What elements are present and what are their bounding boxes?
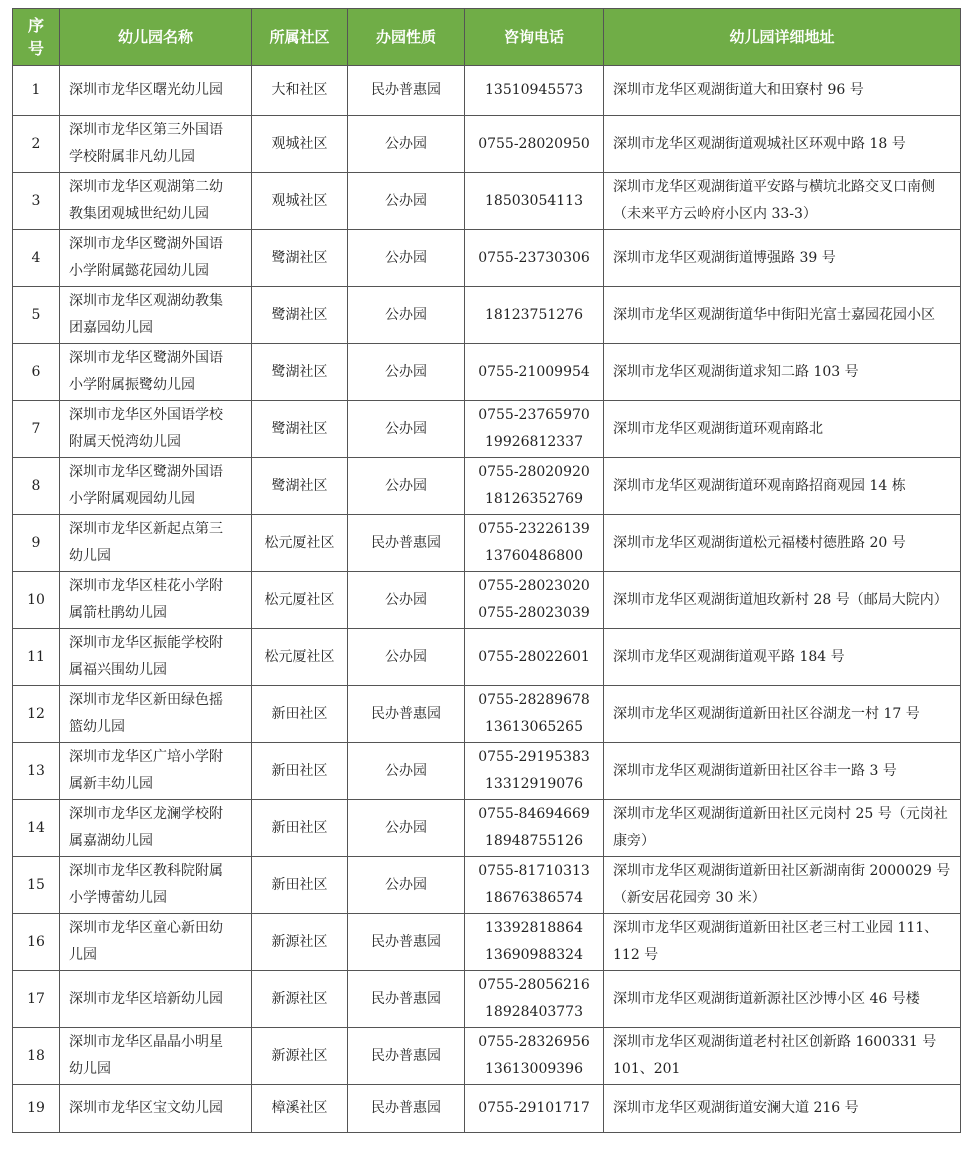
cell-phone-line: 0755-29101717 bbox=[478, 1100, 590, 1116]
cell-address-line: 深圳市龙华区观湖街道博强路 39 号 bbox=[613, 249, 836, 266]
header-serial-number bbox=[13, 9, 60, 66]
cell-kindergarten-name bbox=[60, 515, 252, 572]
cell-phone bbox=[465, 1085, 604, 1133]
cell-kindergarten-name-line: 深圳市龙华区观湖第二幼 bbox=[69, 179, 223, 195]
cell-address-line: 深圳市龙华区观湖街道环观南路北 bbox=[613, 420, 823, 437]
cell-phone-line: 0755-28020920 bbox=[478, 464, 590, 480]
cell-address bbox=[604, 914, 961, 971]
cell-phone-line: 0755-21009954 bbox=[478, 363, 590, 380]
cell-phone-line: 13392818864 bbox=[485, 920, 583, 936]
cell-address bbox=[604, 230, 961, 287]
cell-phone-line: 13613065265 bbox=[485, 719, 583, 735]
cell-community: 樟溪社区 bbox=[252, 1085, 348, 1133]
cell-type: 民办普惠园 bbox=[348, 1085, 465, 1133]
cell-kindergarten-name-line: 幼儿园 bbox=[69, 548, 111, 564]
cell-community: 鹭湖社区 bbox=[252, 458, 348, 515]
cell-address bbox=[604, 1028, 961, 1085]
cell-address-line: 深圳市龙华区观湖街道新田社区元岗村 25 号（元岗社 bbox=[613, 806, 948, 822]
cell-kindergarten-name bbox=[60, 1085, 252, 1133]
cell-phone-line: 13312919076 bbox=[485, 776, 583, 792]
cell-address-line: 深圳市龙华区观湖街道松元福楼村德胜路 20 号 bbox=[613, 534, 906, 551]
cell-serial-number: 9 bbox=[13, 515, 60, 572]
header-serial-line-1: 序 bbox=[27, 16, 44, 35]
header-name: 幼儿园名称 bbox=[60, 9, 252, 66]
cell-serial-number: 12 bbox=[13, 686, 60, 743]
cell-phone-line: 0755-23765970 bbox=[478, 407, 590, 423]
cell-type: 民办普惠园 bbox=[348, 914, 465, 971]
cell-address-line: 深圳市龙华区观湖街道平安路与横坑北路交叉口南侧 bbox=[613, 179, 935, 195]
cell-phone-line: 0755-81710313 bbox=[478, 863, 590, 879]
cell-phone-line: 19926812337 bbox=[485, 434, 583, 450]
cell-kindergarten-name-line: 属箭杜鹃幼儿园 bbox=[69, 605, 167, 621]
cell-kindergarten-name-line: 附属天悦湾幼儿园 bbox=[69, 434, 181, 450]
cell-type: 公办园 bbox=[348, 572, 465, 629]
cell-kindergarten-name-line: 深圳市龙华区晶晶小明星 bbox=[69, 1034, 223, 1050]
table-row bbox=[13, 857, 961, 914]
cell-phone bbox=[465, 116, 604, 173]
cell-phone-line: 13690988324 bbox=[485, 947, 583, 963]
header-serial-line-2: 号 bbox=[27, 39, 44, 58]
cell-community: 观城社区 bbox=[252, 173, 348, 230]
cell-serial-number: 8 bbox=[13, 458, 60, 515]
table-row bbox=[13, 401, 961, 458]
cell-phone-line: 13613009396 bbox=[485, 1061, 583, 1077]
cell-type: 公办园 bbox=[348, 230, 465, 287]
cell-kindergarten-name-line: 深圳市龙华区鹭湖外国语 bbox=[69, 464, 223, 480]
cell-kindergarten-name-line: 深圳市龙华区鹭湖外国语 bbox=[69, 236, 223, 252]
cell-phone-line: 0755-28289678 bbox=[478, 692, 590, 708]
cell-community: 新源社区 bbox=[252, 914, 348, 971]
cell-kindergarten-name-line: 深圳市龙华区宝文幼儿园 bbox=[69, 1100, 223, 1116]
cell-kindergarten-name-line: 深圳市龙华区外国语学校 bbox=[69, 407, 223, 423]
cell-phone-line: 0755-29195383 bbox=[478, 749, 590, 765]
cell-kindergarten-name bbox=[60, 344, 252, 401]
cell-kindergarten-name-line: 小学附属懿花园幼儿园 bbox=[69, 263, 209, 279]
cell-phone-line: 0755-23730306 bbox=[478, 249, 590, 266]
cell-address bbox=[604, 173, 961, 230]
cell-address bbox=[604, 515, 961, 572]
cell-type: 公办园 bbox=[348, 401, 465, 458]
cell-community: 鹭湖社区 bbox=[252, 344, 348, 401]
cell-kindergarten-name bbox=[60, 1028, 252, 1085]
cell-kindergarten-name-line: 教集团观城世纪幼儿园 bbox=[69, 206, 209, 222]
cell-kindergarten-name-line: 学校附属非凡幼儿园 bbox=[69, 149, 195, 165]
cell-serial-number: 5 bbox=[13, 287, 60, 344]
cell-kindergarten-name-line: 深圳市龙华区教科院附属 bbox=[69, 863, 223, 879]
cell-type: 民办普惠园 bbox=[348, 1028, 465, 1085]
cell-kindergarten-name-line: 幼儿园 bbox=[69, 1061, 111, 1077]
cell-address bbox=[604, 1085, 961, 1133]
cell-type: 民办普惠园 bbox=[348, 971, 465, 1028]
cell-phone bbox=[465, 458, 604, 515]
cell-address-line: 深圳市龙华区观湖街道大和田寮村 96 号 bbox=[613, 82, 864, 98]
cell-type: 公办园 bbox=[348, 287, 465, 344]
table-row bbox=[13, 116, 961, 173]
cell-kindergarten-name bbox=[60, 686, 252, 743]
cell-address bbox=[604, 857, 961, 914]
cell-kindergarten-name-line: 深圳市龙华区广培小学附 bbox=[69, 749, 223, 765]
cell-type: 公办园 bbox=[348, 458, 465, 515]
cell-kindergarten-name-line: 深圳市龙华区龙澜学校附 bbox=[69, 806, 223, 822]
table-row bbox=[13, 173, 961, 230]
cell-serial-number: 16 bbox=[13, 914, 60, 971]
cell-address-line: 深圳市龙华区观湖街道安澜大道 216 号 bbox=[613, 1100, 859, 1116]
cell-community: 新源社区 bbox=[252, 1028, 348, 1085]
cell-kindergarten-name-line: 深圳市龙华区培新幼儿园 bbox=[69, 990, 223, 1007]
cell-type: 公办园 bbox=[348, 857, 465, 914]
cell-serial-number: 13 bbox=[13, 743, 60, 800]
cell-kindergarten-name-line: 儿园 bbox=[69, 947, 97, 963]
cell-kindergarten-name bbox=[60, 173, 252, 230]
cell-community: 松元厦社区 bbox=[252, 629, 348, 686]
cell-phone bbox=[465, 66, 604, 116]
table-row bbox=[13, 686, 961, 743]
cell-kindergarten-name-line: 深圳市龙华区桂花小学附 bbox=[69, 578, 223, 594]
cell-address bbox=[604, 800, 961, 857]
cell-type: 公办园 bbox=[348, 344, 465, 401]
cell-phone-line: 0755-28023020 bbox=[478, 578, 590, 594]
table-row bbox=[13, 800, 961, 857]
cell-kindergarten-name bbox=[60, 914, 252, 971]
cell-address-line: 深圳市龙华区观湖街道新源社区沙博小区 46 号楼 bbox=[613, 990, 920, 1007]
cell-phone-line: 0755-28020950 bbox=[478, 135, 590, 152]
cell-community: 新田社区 bbox=[252, 743, 348, 800]
cell-phone-line: 13760486800 bbox=[485, 548, 583, 564]
cell-community: 松元厦社区 bbox=[252, 572, 348, 629]
cell-address bbox=[604, 66, 961, 116]
cell-community: 新田社区 bbox=[252, 857, 348, 914]
cell-address-line: 深圳市龙华区观湖街道老村社区创新路 1600331 号 bbox=[613, 1034, 937, 1050]
cell-phone bbox=[465, 914, 604, 971]
cell-community: 鹭湖社区 bbox=[252, 230, 348, 287]
cell-type: 民办普惠园 bbox=[348, 515, 465, 572]
cell-kindergarten-name-line: 小学附属观园幼儿园 bbox=[69, 491, 195, 507]
cell-kindergarten-name-line: 属嘉湖幼儿园 bbox=[69, 833, 153, 849]
table-row bbox=[13, 66, 961, 116]
cell-serial-number: 14 bbox=[13, 800, 60, 857]
cell-community: 新田社区 bbox=[252, 800, 348, 857]
cell-phone bbox=[465, 743, 604, 800]
cell-type: 公办园 bbox=[348, 800, 465, 857]
cell-address bbox=[604, 743, 961, 800]
header-address: 幼儿园详细地址 bbox=[604, 9, 961, 66]
cell-phone bbox=[465, 629, 604, 686]
table-row bbox=[13, 914, 961, 971]
cell-kindergarten-name bbox=[60, 572, 252, 629]
table-row bbox=[13, 629, 961, 686]
cell-type: 公办园 bbox=[348, 116, 465, 173]
cell-kindergarten-name-line: 深圳市龙华区新起点第三 bbox=[69, 521, 223, 537]
cell-kindergarten-name bbox=[60, 629, 252, 686]
cell-address-line: 深圳市龙华区观湖街道新田社区新湖南街 2000029 号 bbox=[613, 863, 951, 879]
cell-address-line: 深圳市龙华区观湖街道新田社区谷丰一路 3 号 bbox=[613, 762, 897, 779]
cell-kindergarten-name-line: 属福兴围幼儿园 bbox=[69, 662, 167, 678]
cell-phone bbox=[465, 344, 604, 401]
cell-serial-number: 10 bbox=[13, 572, 60, 629]
cell-serial-number: 4 bbox=[13, 230, 60, 287]
cell-kindergarten-name bbox=[60, 458, 252, 515]
cell-address bbox=[604, 572, 961, 629]
table-row bbox=[13, 971, 961, 1028]
cell-phone-line: 18503054113 bbox=[485, 192, 583, 209]
cell-phone-line: 0755-28023039 bbox=[478, 605, 590, 621]
cell-type: 公办园 bbox=[348, 173, 465, 230]
cell-community: 松元厦社区 bbox=[252, 515, 348, 572]
header-phone: 咨询电话 bbox=[465, 9, 604, 66]
cell-phone-line: 0755-28056216 bbox=[478, 977, 590, 993]
cell-address-line: （未来平方云岭府小区内 33-3） bbox=[613, 206, 817, 222]
table-row bbox=[13, 515, 961, 572]
cell-phone bbox=[465, 572, 604, 629]
cell-kindergarten-name bbox=[60, 857, 252, 914]
cell-kindergarten-name-line: 深圳市龙华区鹭湖外国语 bbox=[69, 350, 223, 366]
cell-phone bbox=[465, 857, 604, 914]
cell-serial-number: 2 bbox=[13, 116, 60, 173]
cell-address-line: 深圳市龙华区观湖街道华中街阳光富士嘉园花园小区 bbox=[613, 306, 935, 323]
cell-phone-line: 18928403773 bbox=[485, 1004, 583, 1020]
kindergarten-table bbox=[12, 8, 961, 1133]
cell-kindergarten-name-line: 小学博蕾幼儿园 bbox=[69, 890, 167, 906]
cell-kindergarten-name-line: 属新丰幼儿园 bbox=[69, 776, 153, 792]
cell-phone bbox=[465, 173, 604, 230]
cell-kindergarten-name bbox=[60, 116, 252, 173]
cell-address-line: （新安居花园旁 30 米） bbox=[613, 890, 766, 906]
cell-serial-number: 1 bbox=[13, 66, 60, 116]
cell-kindergarten-name bbox=[60, 66, 252, 116]
cell-kindergarten-name bbox=[60, 971, 252, 1028]
cell-phone bbox=[465, 686, 604, 743]
cell-address-line: 深圳市龙华区观湖街道求知二路 103 号 bbox=[613, 363, 859, 380]
table-row bbox=[13, 287, 961, 344]
cell-kindergarten-name-line: 深圳市龙华区曙光幼儿园 bbox=[69, 82, 223, 98]
cell-phone-line: 18126352769 bbox=[485, 491, 583, 507]
cell-kindergarten-name-line: 深圳市龙华区观湖幼教集 bbox=[69, 293, 223, 309]
cell-phone-line: 0755-28022601 bbox=[478, 648, 590, 665]
cell-phone bbox=[465, 1028, 604, 1085]
cell-kindergarten-name-line: 深圳市龙华区第三外国语 bbox=[69, 122, 223, 138]
cell-phone bbox=[465, 515, 604, 572]
cell-kindergarten-name-line: 团嘉园幼儿园 bbox=[69, 320, 153, 336]
cell-serial-number: 17 bbox=[13, 971, 60, 1028]
cell-phone-line: 0755-28326956 bbox=[478, 1034, 590, 1050]
cell-kindergarten-name-line: 小学附属振鹭幼儿园 bbox=[69, 377, 195, 393]
cell-kindergarten-name-line: 深圳市龙华区童心新田幼 bbox=[69, 920, 223, 936]
cell-address-line: 深圳市龙华区观湖街道观城社区环观中路 18 号 bbox=[613, 135, 906, 152]
table-row bbox=[13, 458, 961, 515]
cell-kindergarten-name bbox=[60, 230, 252, 287]
table-row bbox=[13, 1085, 961, 1133]
table-row bbox=[13, 572, 961, 629]
cell-kindergarten-name bbox=[60, 800, 252, 857]
cell-phone bbox=[465, 287, 604, 344]
cell-address-line: 深圳市龙华区观湖街道观平路 184 号 bbox=[613, 648, 845, 665]
cell-phone-line: 18948755126 bbox=[485, 833, 583, 849]
cell-phone bbox=[465, 971, 604, 1028]
cell-kindergarten-name-line: 深圳市龙华区新田绿色摇 bbox=[69, 692, 223, 708]
cell-address bbox=[604, 971, 961, 1028]
cell-phone-line: 18676386574 bbox=[485, 890, 583, 906]
cell-serial-number: 7 bbox=[13, 401, 60, 458]
cell-address-line: 深圳市龙华区观湖街道环观南路招商观园 14 栋 bbox=[613, 477, 906, 494]
cell-community: 鹭湖社区 bbox=[252, 287, 348, 344]
cell-community: 鹭湖社区 bbox=[252, 401, 348, 458]
header-type: 办园性质 bbox=[348, 9, 465, 66]
cell-serial-number: 15 bbox=[13, 857, 60, 914]
cell-address bbox=[604, 344, 961, 401]
cell-address bbox=[604, 401, 961, 458]
cell-community: 大和社区 bbox=[252, 66, 348, 116]
cell-address-line: 深圳市龙华区观湖街道旭玫新村 28 号（邮局大院内） bbox=[613, 591, 948, 608]
cell-community: 观城社区 bbox=[252, 116, 348, 173]
cell-kindergarten-name-line: 深圳市龙华区振能学校附 bbox=[69, 635, 223, 651]
cell-phone bbox=[465, 230, 604, 287]
cell-serial-number: 11 bbox=[13, 629, 60, 686]
cell-phone-line: 13510945573 bbox=[485, 82, 583, 98]
table-row bbox=[13, 743, 961, 800]
cell-address-line: 101、201 bbox=[613, 1061, 681, 1077]
table-body bbox=[13, 66, 961, 1133]
cell-type: 公办园 bbox=[348, 629, 465, 686]
cell-type: 民办普惠园 bbox=[348, 66, 465, 116]
cell-phone-line: 0755-84694669 bbox=[478, 806, 590, 822]
cell-address bbox=[604, 629, 961, 686]
cell-address bbox=[604, 458, 961, 515]
cell-address-line: 深圳市龙华区观湖街道新田社区谷湖龙一村 17 号 bbox=[613, 705, 920, 722]
cell-serial-number: 18 bbox=[13, 1028, 60, 1085]
cell-address-line: 深圳市龙华区观湖街道新田社区老三村工业园 111、 bbox=[613, 920, 939, 936]
cell-type: 公办园 bbox=[348, 743, 465, 800]
cell-phone bbox=[465, 800, 604, 857]
table-header-row bbox=[13, 9, 961, 66]
cell-kindergarten-name-line: 篮幼儿园 bbox=[69, 719, 125, 735]
cell-kindergarten-name bbox=[60, 743, 252, 800]
cell-address bbox=[604, 116, 961, 173]
cell-phone-line: 0755-23226139 bbox=[478, 521, 590, 537]
cell-kindergarten-name bbox=[60, 287, 252, 344]
cell-phone bbox=[465, 401, 604, 458]
cell-serial-number: 19 bbox=[13, 1085, 60, 1133]
cell-community: 新源社区 bbox=[252, 971, 348, 1028]
table-row bbox=[13, 1028, 961, 1085]
cell-address bbox=[604, 686, 961, 743]
cell-address-line: 112 号 bbox=[613, 947, 659, 963]
cell-address bbox=[604, 287, 961, 344]
cell-serial-number: 6 bbox=[13, 344, 60, 401]
cell-address-line: 康旁） bbox=[613, 833, 655, 849]
cell-community: 新田社区 bbox=[252, 686, 348, 743]
table-row bbox=[13, 344, 961, 401]
cell-kindergarten-name bbox=[60, 401, 252, 458]
cell-serial-number: 3 bbox=[13, 173, 60, 230]
cell-type: 民办普惠园 bbox=[348, 686, 465, 743]
table-row bbox=[13, 230, 961, 287]
cell-phone-line: 18123751276 bbox=[485, 306, 583, 323]
header-community: 所属社区 bbox=[252, 9, 348, 66]
